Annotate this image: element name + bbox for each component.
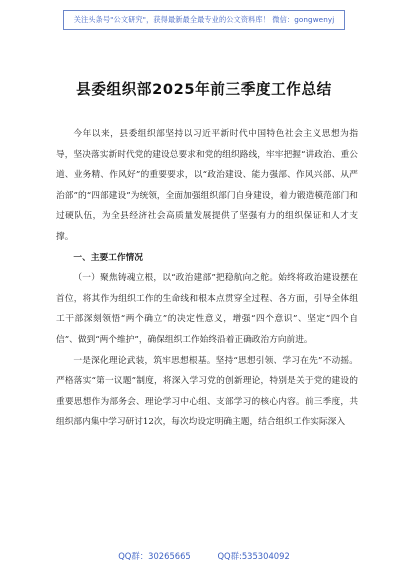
footer-qq-group-1: QQ群：30265665 xyxy=(118,551,191,561)
footer xyxy=(0,550,408,562)
document-body xyxy=(56,124,358,433)
footer-qq-group-2: QQ群:535304092 xyxy=(217,551,290,561)
promo-text: 关注头条号"公文研究"，获得最新最全最专业的公文资料库！ 微信：gongwenyj xyxy=(63,10,346,30)
intro-paragraph: 今年以来，县委组织部坚持以习近平新时代中国特色社会主义思想为指导，坚决落实新时代党的建设总要求和党的组织路线，牢牢把握“讲政治、重公道、业务精、作风好”的重要要求，以“政治建设、能力强部、作风兴部、从严治部”的“四部建设”为统领，全面加强组织部门自身建设，着力锻造模范部门和过硬队伍，为全县经济社会高质量发展提供了坚强有力的组织保证和人才支撑。 xyxy=(56,129,358,242)
section-heading: 一、主要工作情况 xyxy=(73,252,143,263)
document-title: 县委组织部2025年前三季度工作总结 xyxy=(76,81,332,98)
promo-banner xyxy=(0,10,408,30)
body-paragraph: 一是深化理论武装，筑牢思想根基。坚持“思想引领、学习在先”不动摇。严格落实“第一议题”制度，将深入学习党的创新理论，特别是关于党的建设的重要思想作为部务会、理论学习中心组、支部学习的核心内容。前三季度，共组织部内集中学习研讨12次，每次均设定明确主题，结合组织工作实际深入 xyxy=(56,355,358,428)
body-paragraph: （一）聚焦铸魂立根，以“政治建部”把稳航向之舵。始终将政治建设摆在首位，将其作为组织工作的生命线和根本点贯穿全过程、各方面，引导全体组工干部深刻领悟“两个确立”的决定性意义，增强“四个意识”、坚定“四个自信”、做到“两个维护”，确保组织工作始终沿着正确政治方向前进。 xyxy=(56,273,358,345)
